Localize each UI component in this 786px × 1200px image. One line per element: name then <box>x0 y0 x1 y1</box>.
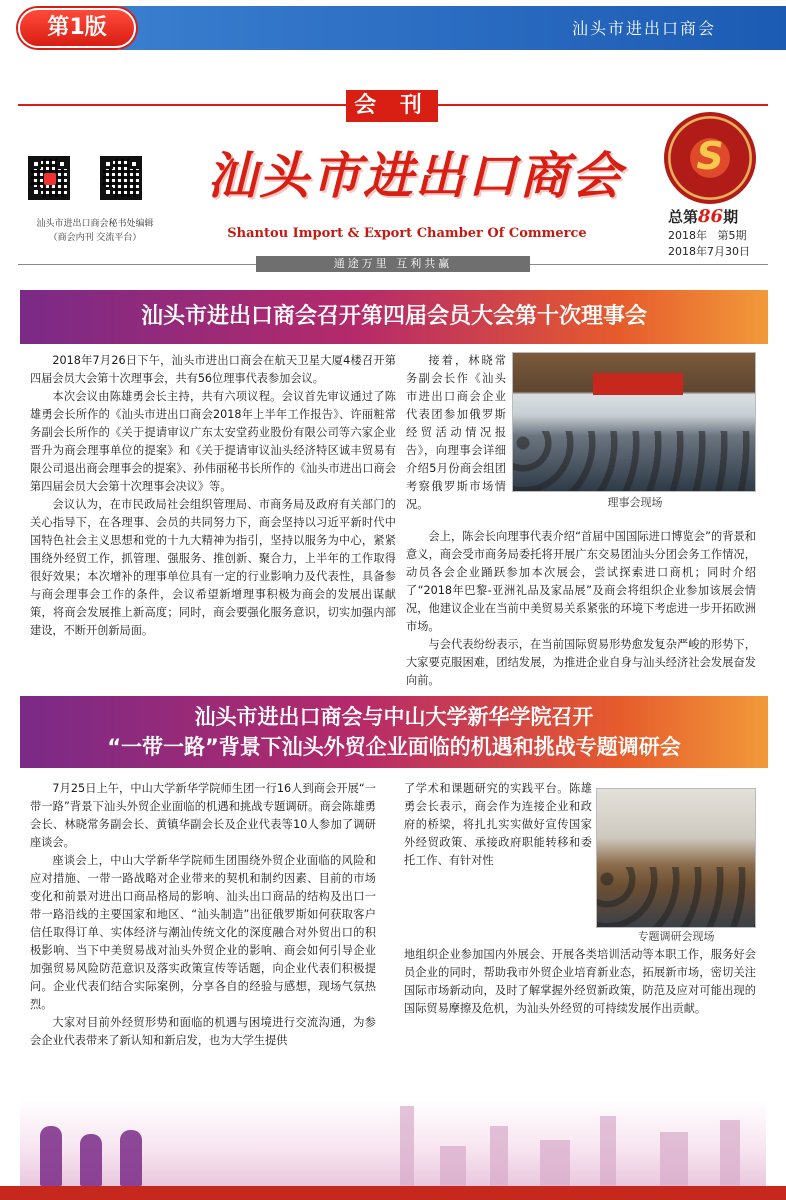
paragraph: 本次会议由陈雄勇会长主持，共有六项议程。会议首先审议通过了陈雄勇会长所作的《汕头市进出口商会2018年上半年工作报告》、许丽粧常务副会长所作的《关于提请审议广东太安堂药业股份有限公司等六家企业晋升为商会理事单位的提案》和《关于提请审议汕头经济特区诚丰贸易有限公司退出商会理事会的提案》、孙伟丽秘书长所作的《汕头市进出口商会第四届会员大会第十次理事会决议》等。 <box>30 390 396 493</box>
chamber-logo-icon: S <box>664 112 756 204</box>
paragraph: 会上，陈会长向理事代表介绍“首届中国国际进口博览会”的背景和意义，商会受市商务局委托将开展广东交易团汕头分团会务工作情况，动员各会企业踊跃参加本次展会，尝试探索进口商机；同时介绍了“2018年巴黎-亚洲礼品及家品展”及商会将组织企业参加该展会情况，他建议企业在当前中美贸易关系紧张的环境下考虑进一步开拓欧洲市场。 <box>406 530 756 633</box>
article2-headline-line2: “一带一路”背景下汕头外贸企业面临的机遇和挑战专题调研会 <box>107 735 681 759</box>
paragraph: 地组织企业参加国内外展会、开展各类培训活动等本职工作，服务好会员企业的同时，帮助我市外贸企业培育新业态，拓展新市场，密切关注国际市场新动向，及时了解掌握外经贸新政策，防范及应对可能出现的国际贸易摩擦及危机，为汕头外经贸的可持续发展作出贡献。 <box>404 948 756 1015</box>
paragraph: 接着，林晓常务副会长作《汕头市进出口商会企业代表团参加俄罗斯经贸活动情况报告》，向理事会详细介绍5月份商会组团考察俄罗斯市场情况。 <box>406 354 506 511</box>
article2-column1 <box>30 780 376 1050</box>
huikan-label: 会 刊 <box>346 90 438 122</box>
paragraph: 与会代表纷纷表示，在当前国际贸易形势愈发复杂严峻的形势下，大家要克服困难，团结发展，为推进企业自身与汕头经济社会发展奋发向前。 <box>406 638 756 687</box>
article1-column1 <box>30 352 396 640</box>
paragraph: 7月25日上午，中山大学新华学院师生团一行16人到商会开展“一带一路”背景下汕头外贸企业面临的机遇和挑战专题调研。商会陈雄勇会长、林晓常务副会长、黄镇华副会长及企业代表等10人参加了调研座谈会。 <box>30 782 376 849</box>
article1-photo-caption: 理事会现场 <box>607 496 663 509</box>
article2-photo-caption: 专题调研会现场 <box>637 930 715 943</box>
bottom-rule <box>0 1186 786 1200</box>
article1-column2-wide <box>406 528 756 690</box>
paragraph: 大家对目前外经贸形势和面临的机遇与困境进行交流沟通，为参会企业代表带来了新认知和新启发，也为大学生提供 <box>30 1016 376 1047</box>
article2-headline <box>20 696 768 768</box>
masthead-title: 汕头市进出口商会 <box>207 146 623 205</box>
article2-headline-line1: 汕头市进出口商会与中山大学新华学院召开 <box>194 705 594 729</box>
paragraph: 2018年7月26日下午，汕头市进出口商会在航天卫星大厦4楼召开第四届会员大会第十次理事会，共有56位理事代表参加会议。 <box>30 354 396 385</box>
qr-caption: 汕头市进出口商会秘书处编辑 <box>36 219 154 229</box>
qr-code-icon <box>28 156 70 200</box>
edition-badge: 第1版 <box>18 8 136 48</box>
article1-column2-narrow <box>406 352 506 514</box>
paragraph: 了学术和课题研究的实践平台。陈雄勇会长表示，商会作为连接企业和政府的桥梁，将扎扎实实做好宣传国家外经贸政策、承接政府职能转移和委托工作、有针对性 <box>404 782 592 867</box>
article2-column2-wide <box>404 946 756 1018</box>
paragraph: 会议认为，在市民政局社会组织管理局、市商务局及政府有关部门的关心指导下，在各理事、会员的共同努力下，商会坚持以习近平新时代中国特色社会主义思想和党的十九大精神为指引，坚持以服务为中心，紧紧围绕外经贸工作，抓管理、强服务、推创新、聚合力，上半年的工作取得很好效果；本次增补的理事单位具有一定的行业影响力及代表性，具备参与商会理事会工作的条件，会议希望新增理事积极为商会的发展出谋献策，将商会发展推上新高度；同时，商会要强化服务意识，切实加强内部建设，不断开创新局面。 <box>30 498 396 637</box>
masthead-title-en: Shantou Import & Export Chamber Of Commerce <box>227 226 587 241</box>
article2-column2-narrow <box>404 780 592 870</box>
paragraph: 座谈会上，中山大学新华学院师生团围绕外贸企业面临的风险和应对措施、一带一路战略对企业带来的契机和制约因素、目前的市场变化和前景对进出口商品格局的影响、汕头出口商品的结构及出口一带一路沿线的主要国家和地区、“汕头制造”出征俄罗斯如何获取客户信任取得订单、实体经济与潮汕传统文化的深度融合对外贸出口的积极影响、当下中美贸易战对汕头外贸企业的影响、商会如何引导企业加强贸易风险防范意识及落实政策宣传等话题，向企业代表们积极提问。企业代表们结合实际案例，分享各自的经验与感想，现场气氛热烈。 <box>30 854 376 1011</box>
article2-photo <box>596 788 756 928</box>
qr-code-icon <box>100 156 142 200</box>
top-banner <box>0 6 786 50</box>
article1-headline: 汕头市进出口商会召开第四届会员大会第十次理事会 <box>20 290 768 344</box>
header-chamber-name: 汕头市进出口商会 <box>571 19 716 38</box>
article1-photo <box>512 352 756 492</box>
slogan: 通途万里 互利共赢 <box>256 256 530 272</box>
skyline-decoration <box>20 1100 766 1186</box>
qr-caption-sub: （商会内刊 交流平台） <box>48 233 142 243</box>
issue-info: 总第86期 2018年 第5期 2018年7月30日 <box>668 206 750 258</box>
